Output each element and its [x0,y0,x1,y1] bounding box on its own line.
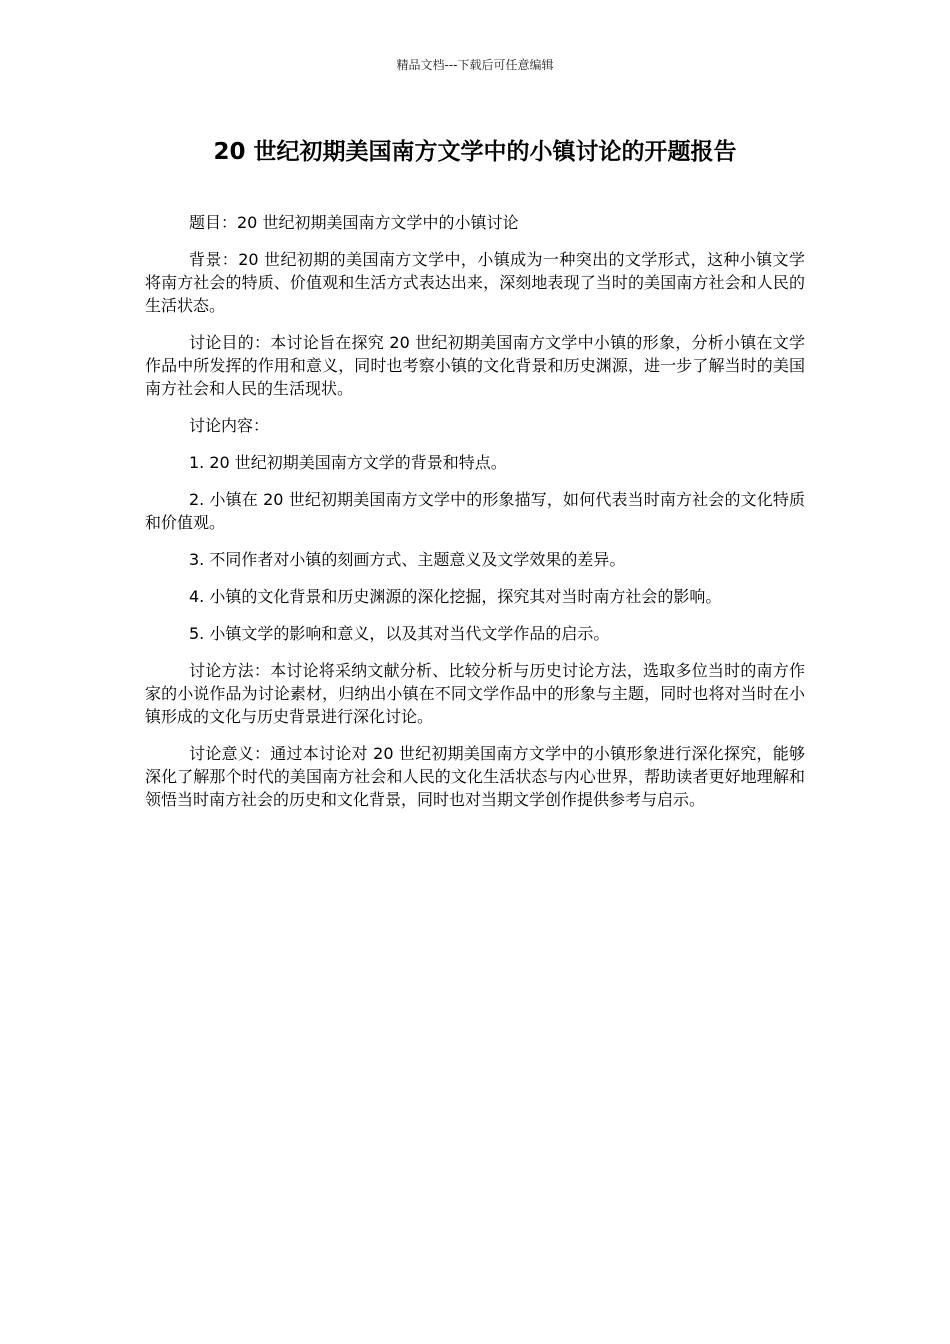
document-body [145,211,805,825]
document-title: 20 世纪初期美国南方文学中的小镇讨论的开题报告 [213,139,737,165]
paragraph-content-heading: 讨论内容： [189,416,270,435]
paragraph-significance: 讨论意义：通过本讨论对 20 世纪初期美国南方文学中的小镇形象进行深化探究，能够深化了解那个时代的美国南方社会和人民的文化生活状态与内心世界，帮助读者更好地理解和领悟当时南方社会的历史和文化背景，同时也对当期文学创作提供参考与启示。 [145,744,805,809]
paragraph-topic: 题目：20 世纪初期美国南方文学中的小镇讨论 [189,213,519,232]
page-header: 精品文档---下载后可任意编辑 [396,58,554,72]
paragraph-content-item-5: 5. 小镇文学的影响和意义，以及其对当代文学作品的启示。 [189,624,610,643]
paragraph-content-item-3: 3. 不同作者对小镇的刻画方式、主题意义及文学效果的差异。 [189,550,626,569]
paragraph-content-item-4: 4. 小镇的文化背景和历史渊源的深化挖掘，探究其对当时南方社会的影响。 [189,587,722,606]
paragraph-method: 讨论方法：本讨论将采纳文献分析、比较分析与历史讨论方法，选取多位当时的南方作家的小说作品为讨论素材，归纳出小镇在不同文学作品中的形象与主题，同时也将对当时在小镇形成的文化与历史背景进行深化讨论。 [145,661,805,726]
paragraph-background: 背景：20 世纪初期的美国南方文学中，小镇成为一种突出的文学形式，这种小镇文学将南方社会的特质、价值观和生活方式表达出来，深刻地表现了当时的美国南方社会和人民的生活状态。 [145,250,805,315]
paragraph-purpose: 讨论目的：本讨论旨在探究 20 世纪初期美国南方文学中小镇的形象，分析小镇在文学作品中所发挥的作用和意义，同时也考察小镇的文化背景和历史渊源，进一步了解当时的美国南方社会和人民的生活现状。 [145,333,805,398]
paragraph-content-item-1: 1. 20 世纪初期美国南方文学的背景和特点。 [189,453,507,472]
paragraph-content-item-2: 2. 小镇在 20 世纪初期美国南方文学中的形象描写，如何代表当时南方社会的文化特质和价值观。 [145,490,805,532]
